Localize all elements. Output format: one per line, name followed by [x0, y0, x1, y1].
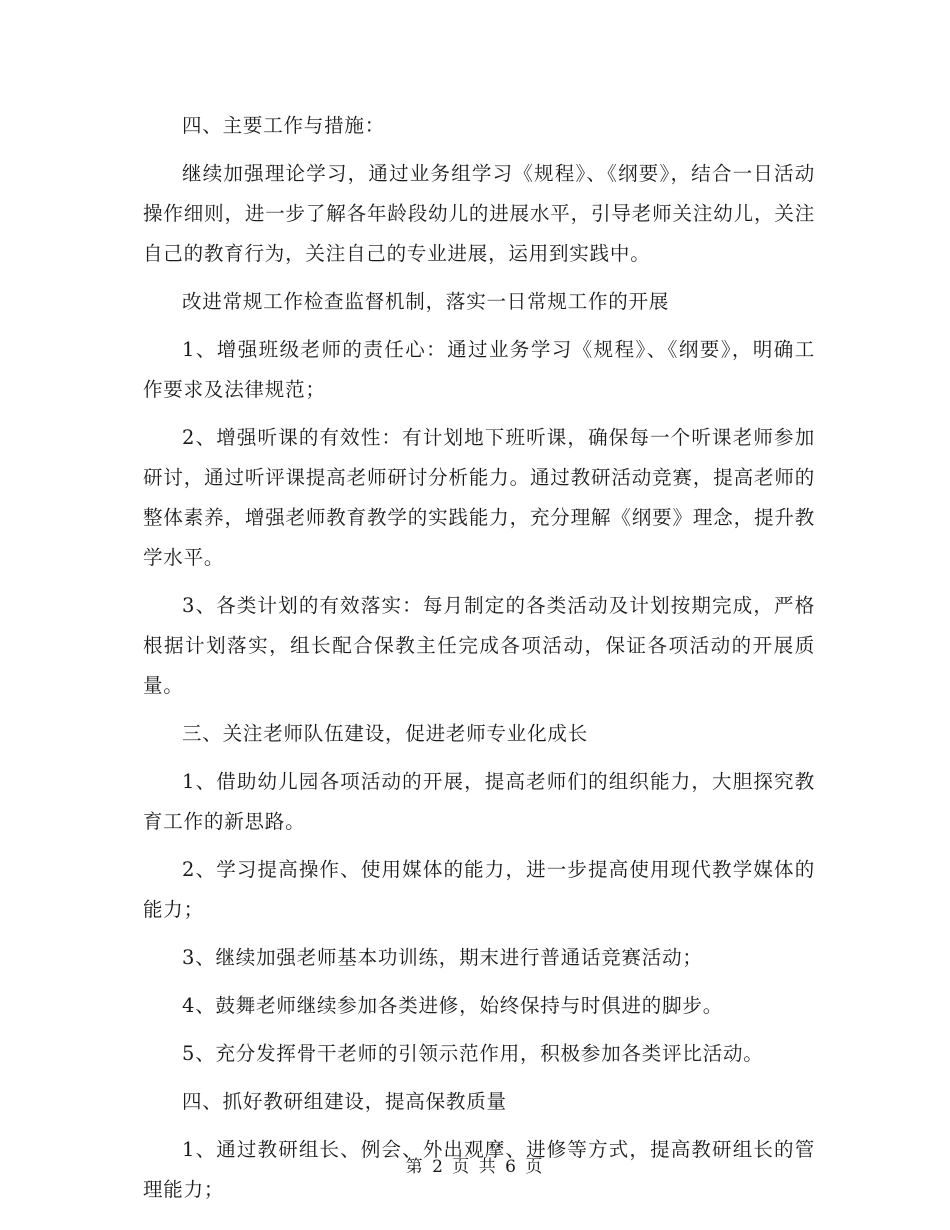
list-item-plan-implementation: 3、各类计划的有效落实：每月制定的各类活动及计划按期完成，严格根据计划落实，组长配合保教主任完成各项活动，保证各项活动的开展质量。 — [143, 594, 815, 697]
document-body — [143, 106, 815, 1218]
list-item-basic-training: 3、继续加强老师基本功训练，期末进行普通话竞赛活动； — [182, 946, 703, 969]
paragraph-theory-study: 继续加强理论学习，通过业务组学习《规程》、《纲要》，结合一日活动操作细则，进一步了解各年龄段幼儿的进展水平，引导老师关注幼儿，关注自己的教育行为，关注自己的专业进展，运用到实践中。 — [143, 162, 815, 265]
list-item-group-leader: 1、通过教研组长、例会、外出观摩、进修等方式，提高教研组长的管理能力； — [143, 1138, 815, 1201]
section-heading-research-group: 四、抓好教研组建设，提高保教质量 — [182, 1090, 507, 1113]
list-item-lesson-observation: 2、增强听课的有效性：有计划地下班听课，确保每一个听课老师参加研讨，通过听评课提高老师研讨分析能力。通过教研活动竞赛，提高老师的整体素养，增强老师教育教学的实践能力，充分理解《纲要》理念，提升教学水平。 — [143, 426, 815, 569]
section-heading-main-work: 四、主要工作与措施： — [182, 114, 386, 137]
list-item-further-study: 4、鼓舞老师继续参加各类进修，始终保持与时俱进的脚步。 — [182, 994, 724, 1017]
list-item-backbone-teachers: 5、充分发挥骨干老师的引领示范作用，积极参加各类评比活动。 — [182, 1042, 764, 1065]
page-number-footer: 第 2 页 共 6 页 — [405, 1157, 545, 1177]
section-heading-teacher-team: 三、关注老师队伍建设，促进老师专业化成长 — [182, 722, 589, 745]
list-item-responsibility: 1、增强班级老师的责任心：通过业务学习《规程》、《纲要》，明确工作要求及法律规范； — [143, 338, 815, 401]
list-item-organizational-ability: 1、借助幼儿园各项活动的开展，提高老师们的组织能力，大胆探究教育工作的新思路。 — [143, 770, 815, 833]
list-item-media-skills: 2、学习提高操作、使用媒体的能力，进一步提高使用现代教学媒体的能力； — [143, 858, 815, 921]
paragraph-routine-supervision: 改进常规工作检查监督机制，落实一日常规工作的开展 — [182, 290, 670, 313]
